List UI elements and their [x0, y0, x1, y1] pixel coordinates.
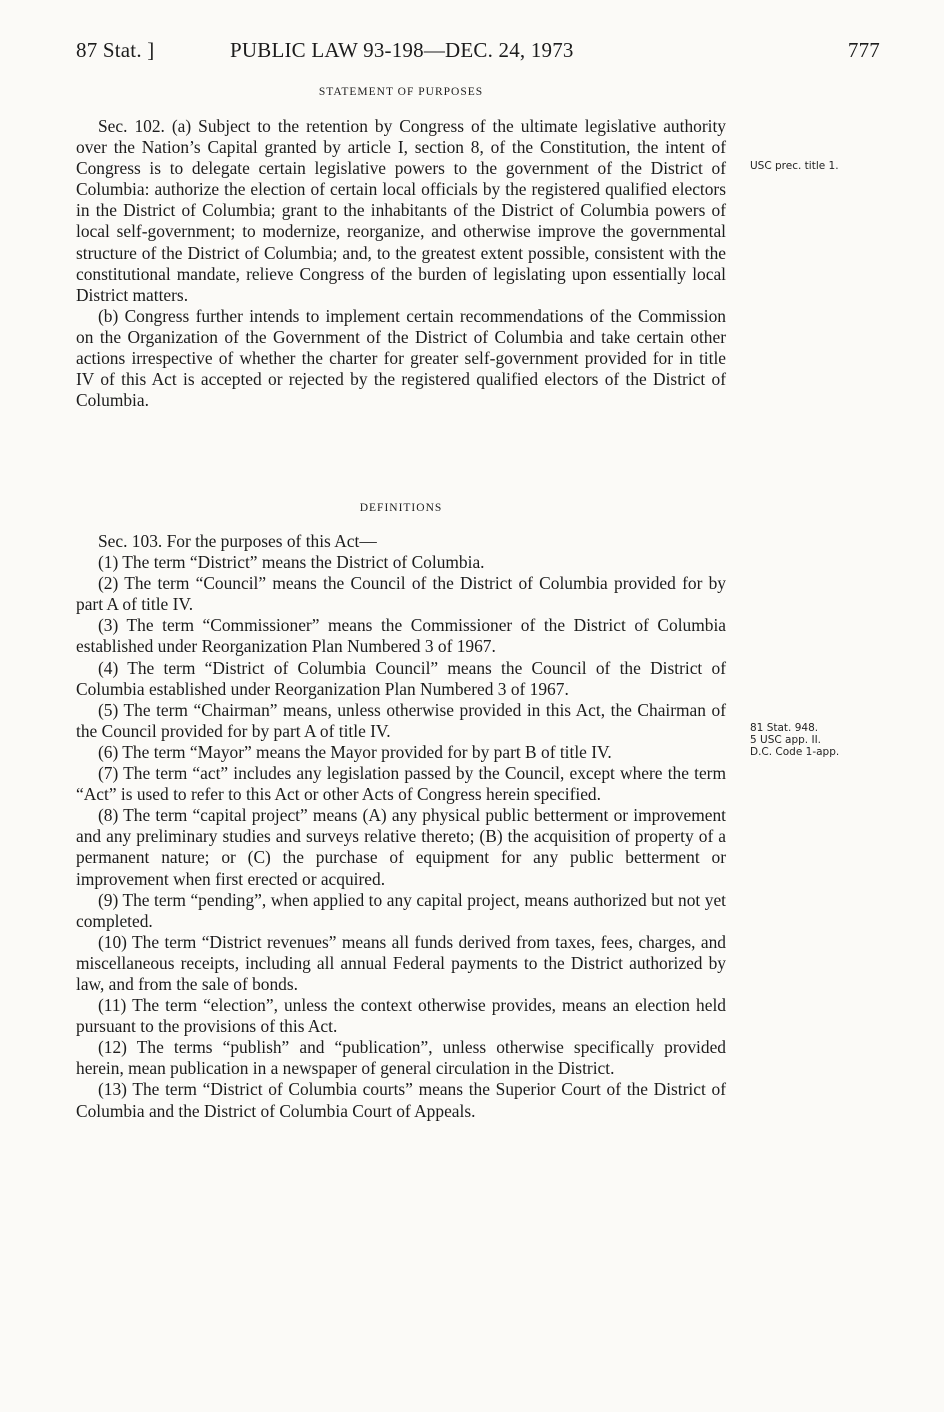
definition-4: (4) The term “District of Columbia Council” means the Council of the District of Columbia established under Reorganization Plan Numbered 3 of 1967. — [76, 657, 726, 699]
definition-9: (9) The term “pending”, when applied to any capital project, means authorized but not yet completed. — [76, 889, 726, 931]
volume-reference: 87 Stat. ] — [76, 38, 155, 62]
section-103-intro: Sec. 103. For the purposes of this Act— — [98, 531, 377, 551]
margin-note-dc-code: D.C. Code 1-app. — [750, 746, 840, 758]
definition-13: (13) The term “District of Columbia courts” means the Superior Court of the District of Columbia and the District of Columbia Court of Appeals. — [76, 1079, 726, 1121]
definition-5: (5) The term “Chairman” means, unless otherwise provided in this Act, the Chairman of the Council provided for by part A of title IV. — [76, 699, 726, 741]
definition-12: (12) The terms “publish” and “publication”, unless otherwise specifically provided herein, mean publication in a newspaper of general circulation in the District. — [76, 1037, 726, 1079]
definition-6: (6) The term “Mayor” means the Mayor provided for by part B of title IV. — [98, 741, 612, 762]
section-102-paragraph-b: (b) Congress further intends to implement certain recommendations of the Commission on the Organization of the Government of the District of Columbia and take certain other actions irrespective of whether the charter for greater self-government provided for in title IV of this Act is accepted or rejected by the registered qualified electors of the District of Columbia. — [76, 305, 726, 411]
margin-note-citations — [750, 722, 870, 758]
margin-note-usc-app: 5 USC app. II. — [750, 734, 822, 746]
statement-of-purposes-heading: STATEMENT OF PURPOSES — [318, 86, 484, 98]
margin-note-usc-prec: USC prec. title 1. — [750, 160, 839, 172]
definition-10: (10) The term “District revenues” means all funds derived from taxes, fees, charges, and miscellaneous receipts, including all annual Federal payments to the District authorized by law, and from the sale of bonds. — [76, 931, 726, 994]
definition-11: (11) The term “election”, unless the context otherwise provides, means an election held pursuant to the provisions of this Act. — [76, 995, 726, 1037]
section-102-paragraph-a: Sec. 102. (a) Subject to the retention by Congress of the ultimate legislative authority over the Nation’s Capital granted by article I, section 8, of the Constitution, the intent of Congress is to delegate certain legislative powers to the government of the District of Columbia: authorize the election of certain local officials by the registered qualified electors in the District of Columbia; grant to the inhabitants of the District of Columbia powers of local self-government; to modernize, reorganize, and otherwise improve the governmental structure of the District of Columbia; and, to the greatest extent possible, consistent with the constitutional mandate, relieve Congress of the burden of legislating upon essentially local District matters. — [76, 116, 726, 305]
page-header — [76, 38, 880, 68]
page-number: 777 — [847, 38, 880, 62]
definition-3: (3) The term “Commissioner” means the Commissioner of the District of Columbia established under Reorganization Plan Numbered 3 of 1967. — [76, 615, 726, 657]
section-102-body — [76, 116, 726, 411]
margin-note-stat-948: 81 Stat. 948. — [750, 722, 819, 734]
definition-2: (2) The term “Council” means the Council of the District of Columbia provided for by part A of title IV. — [76, 573, 726, 615]
section-103-body — [76, 531, 726, 1122]
definition-1: (1) The term “District” means the District of Columbia. — [98, 552, 485, 573]
definitions-heading: DEFINITIONS — [359, 502, 443, 514]
definition-8: (8) The term “capital project” means (A) any physical public betterment or improvement and any preliminary studies and surveys relative thereto; (B) the acquisition of property of a permanent nature; or (C) the purchase of equipment for any public betterment or improvement when first erected or acquired. — [76, 805, 726, 889]
running-title: PUBLIC LAW 93-198—DEC. 24, 1973 — [230, 38, 574, 62]
definition-7: (7) The term “act” includes any legislation passed by the Council, except where the term “Act” is used to refer to this Act or other Acts of Congress herein specified. — [76, 763, 726, 805]
